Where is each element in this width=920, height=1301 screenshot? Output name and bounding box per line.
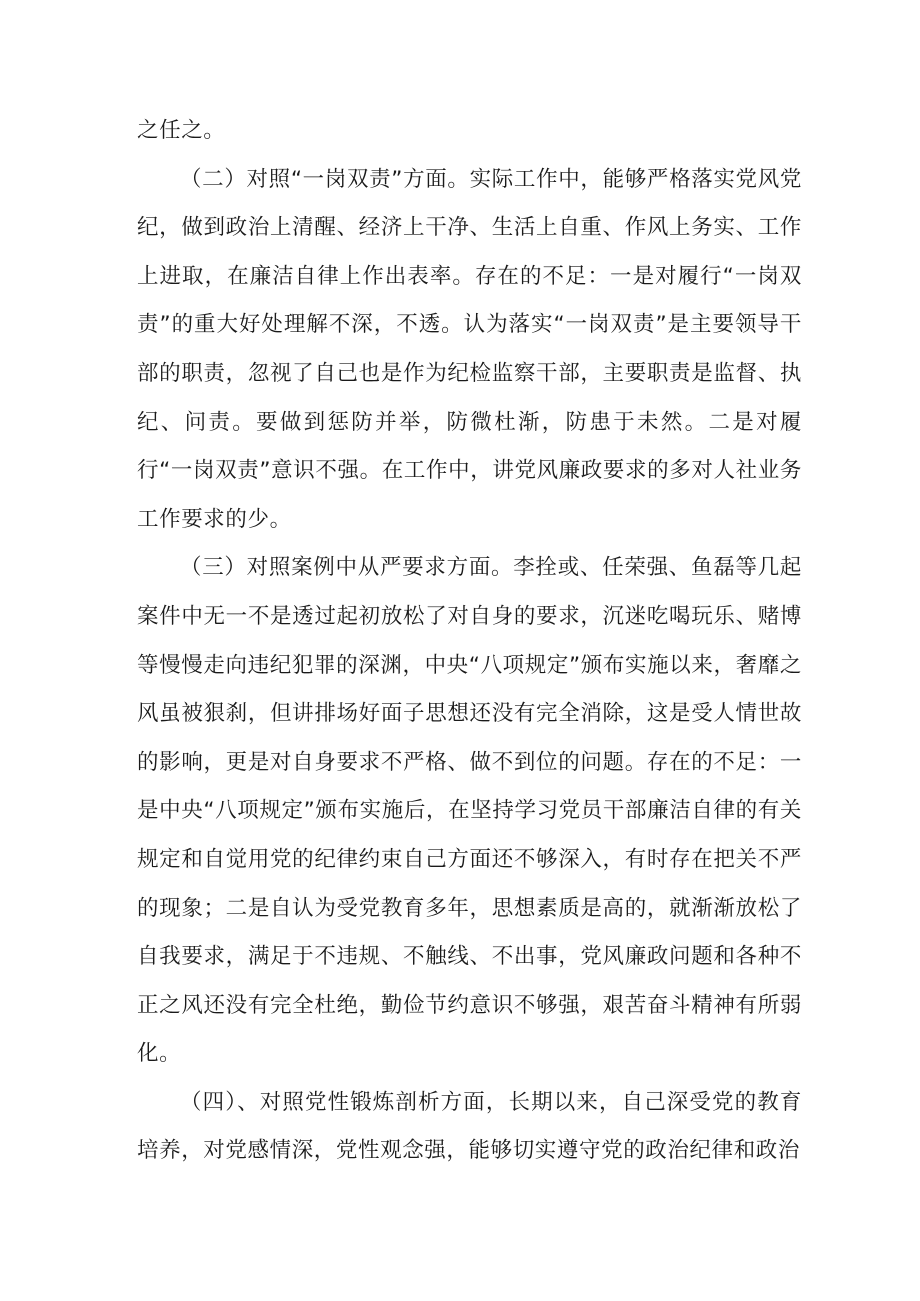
paragraph-section-4: （四）、对照党性锻炼剖析方面，长期以来，自己深受党的教育培养，对党感情深，党性观念强，能够切实遵守党的政治纪律和政治 bbox=[137, 1089, 802, 1164]
paragraph-section-3: （三）对照案例中从严要求方面。李拴或、任荣强、鱼磊等几起案件中无一不是透过起初放松了对自身的要求，沉迷吃喝玩乐、赌博等慢慢走向违纪犯罪的深渊，中央“八项规定”颁布实施以来，奢靡之风虽被狠刹，但讲排场好面子思想还没有完全消除，这是受人情世故的影响，更是对自身要求不严格、做不到位的问题。存在的不足：一是中央“八项规定”颁布实施后，在坚持学习党员干部廉洁自律的有关规定和自觉用党的纪律约束自己方面还不够深入，有时存在把关不严的现象；二是自认为受党教育多年，思想素质是高的，就渐渐放松了自我要求，满足于不违规、不触线、不出事，党风廉政问题和各种不正之风还没有完全杜绝，勤俭节约意识不够强，艰苦奋斗精神有所弱化。 bbox=[137, 555, 802, 1067]
document-body bbox=[137, 107, 802, 1176]
paragraph-section-2: （二）对照“一岗双责”方面。实际工作中，能够严格落实党风党纪，做到政治上清醒、经济上干净、生活上自重、作风上务实、工作上进取，在廉洁自律上作出表率。存在的不足：一是对履行“一岗双责”的重大好处理解不深，不透。认为落实“一岗双责”是主要领导干部的职责，忽视了自己也是作为纪检监察干部，主要职责是监督、执纪、问责。要做到惩防并举，防微杜渐，防患于未然。二是对履行“一岗双责”意识不强。在工作中，讲党风廉政要求的多对人社业务工作要求的少。 bbox=[137, 166, 802, 532]
paragraph-continuation: 之任之。 bbox=[137, 118, 226, 143]
